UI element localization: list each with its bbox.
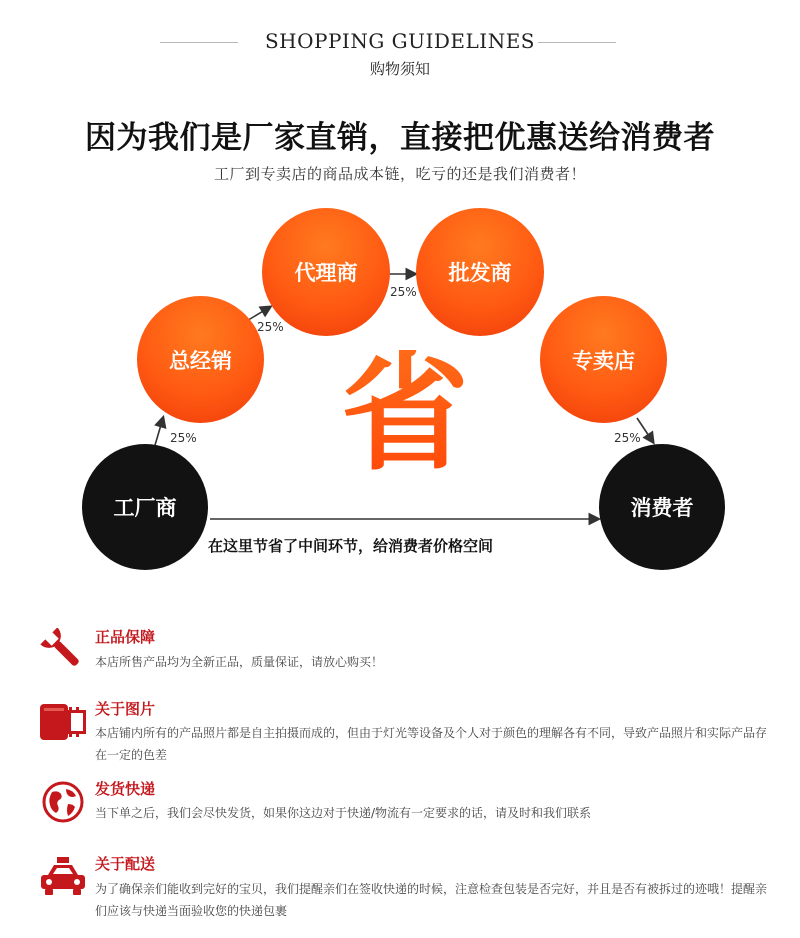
- node-store: [540, 296, 667, 423]
- guideline-text: 当下单之后，我们会尽快发货，如果你这边对于快递/物流有一定要求的话，请及时和我们联系: [95, 806, 592, 820]
- guidelines-title: SHOPPING GUIDELINES: [264, 29, 536, 53]
- globe-icon: [38, 780, 88, 824]
- save-character: 省: [335, 350, 475, 478]
- guideline-title: 发货快递: [95, 780, 156, 798]
- guideline-text: 本店所售产品均为全新正品，质量保证，请放心购买！: [95, 655, 384, 669]
- saving-note: 在这里节省了中间环节，给消费者价格空间: [208, 537, 494, 555]
- guidelines-subtitle: 购物须知: [369, 60, 430, 78]
- node-general-distributor-label: 总经销: [169, 348, 232, 373]
- node-factory-label: 工厂商: [113, 496, 177, 520]
- headline: 因为我们是厂家直销，直接把优惠送给消费者: [85, 120, 715, 156]
- taxi-icon: [38, 855, 88, 899]
- wrench-icon: [38, 628, 88, 672]
- guideline-title: 关于图片: [95, 700, 156, 718]
- guideline-text: 本店铺内所有的产品照片都是自主拍摄而成的，但由于灯光等设备及个人对于颜色的理解各有不同，导致产品照片和实际产品存在一定的色差: [95, 726, 768, 762]
- node-consumer-label: 消费者: [630, 496, 694, 520]
- markup-label: 25%: [170, 431, 197, 445]
- node-agent-label: 代理商: [294, 261, 358, 285]
- node-store-label: 专卖店: [572, 348, 635, 373]
- markup-label: 25%: [614, 431, 641, 445]
- markup-label: 25%: [257, 320, 284, 334]
- node-factory: [82, 444, 208, 570]
- node-consumer: [599, 444, 725, 570]
- node-wholesaler: [416, 208, 544, 336]
- node-general-distributor: [137, 296, 264, 423]
- guideline-title: 正品保障: [95, 628, 156, 646]
- film-roll-icon: [38, 700, 88, 744]
- guideline-text: 为了确保亲们能收到完好的宝贝，我们提醒亲们在签收快递的时候，注意检查包装是否完好，并且是否有被拆过的迹哦！提醒亲们应该与快递当面验收您的快递包裹: [95, 882, 768, 918]
- subheadline: 工厂到专卖店的商品成本链，吃亏的还是我们消费者！: [213, 165, 586, 183]
- node-wholesaler-label: 批发商: [448, 261, 512, 285]
- node-agent: [262, 208, 390, 336]
- markup-label: 25%: [390, 285, 417, 299]
- guideline-title: 关于配送: [95, 855, 156, 873]
